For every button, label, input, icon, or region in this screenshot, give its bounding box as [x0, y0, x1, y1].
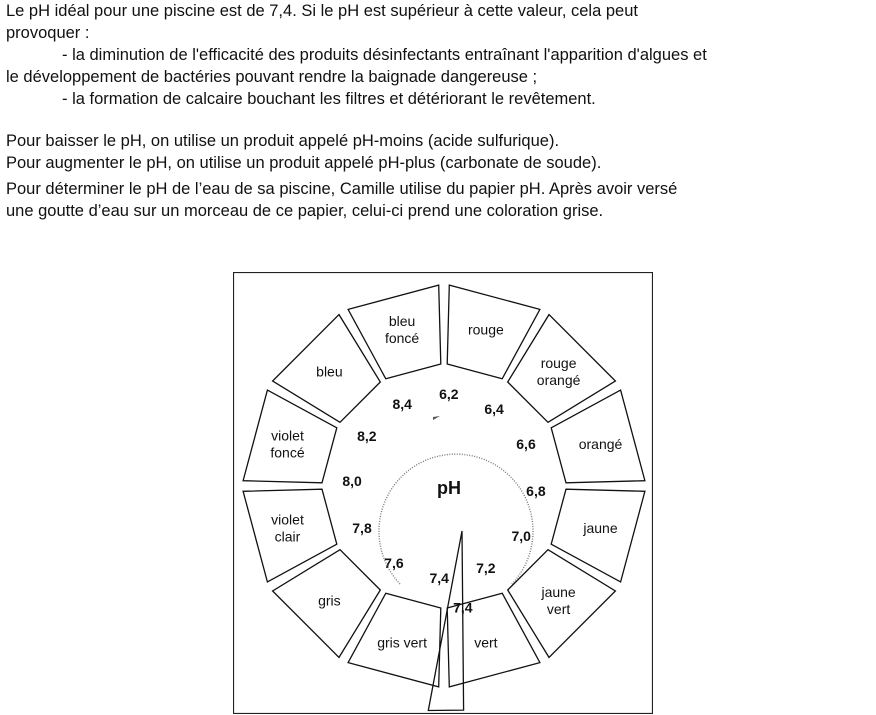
- ph-value-label: 8,0: [342, 473, 362, 490]
- ph-value-label: 7,4: [429, 569, 449, 586]
- bullet-1-line-1: - la diminution de l'efficacité des produits désinfectants entraînant l'apparition d'algues et: [62, 46, 707, 64]
- color-label-jaune-vert: jaune: [541, 584, 576, 601]
- ph-plus-sentence: Pour augmenter le pH, on utilise un produit appelé pH-plus (carbonate de soude).: [6, 154, 602, 172]
- ph-minus-sentence: Pour baisser le pH, on utilise un produit appelé pH-moins (acide sulfurique).: [6, 132, 560, 150]
- color-label-orange: orangé: [578, 436, 623, 453]
- ph-value-label: 7,0: [511, 528, 531, 545]
- intro-line-2: provoquer :: [6, 24, 90, 42]
- ph-value-label: 6,2: [439, 386, 459, 403]
- ph-value-label: 8,2: [357, 427, 377, 444]
- ph-value-label: 6,6: [516, 436, 536, 453]
- ph-value-label: 8,4: [392, 396, 412, 412]
- test-line-2: une goutte d’eau sur un morceau de ce papier, celui-ci prend une coloration grise.: [6, 202, 604, 220]
- color-label-bleu-fonce: foncé: [384, 330, 420, 346]
- color-label-violet-clair: violet: [271, 511, 304, 528]
- bullet-1-line-2: le développement de bactéries pouvant rendre la baignade dangereuse ;: [6, 68, 538, 86]
- color-label-violet-fonce: foncé: [270, 444, 305, 461]
- ph-value-label: 7,8: [352, 519, 372, 536]
- document-text: [6, 0, 872, 222]
- intro-line-1: Le pH idéal pour une piscine est de 7,4. Si le pH est supérieur à cette valeur, cela peut: [6, 2, 638, 20]
- color-label-rouge-orange: orangé: [536, 371, 581, 388]
- ph-color-wheel: [233, 272, 653, 714]
- ph-value-label: 7,6: [384, 555, 404, 572]
- color-label-rouge-orange: rouge: [540, 354, 577, 371]
- test-line-1: Pour déterminer le pH de l’eau de sa piscine, Camille utilise du papier pH. Après avoir versé: [6, 180, 678, 198]
- color-label-gris: gris: [318, 592, 341, 609]
- color-label-gris-vert: gris vert: [377, 634, 427, 651]
- color-label-violet-clair: clair: [274, 528, 301, 545]
- bullet-2: - la formation de calcaire bouchant les filtres et détériorant le revêtement.: [62, 90, 596, 108]
- color-label-violet-fonce: violet: [271, 427, 304, 444]
- color-label-jaune: jaune: [583, 519, 618, 536]
- ph-value-label: 6,8: [526, 482, 546, 499]
- pointer-value: 7,4: [453, 599, 473, 616]
- color-label-rouge: rouge: [467, 321, 504, 338]
- ph-value-label: 7,2: [476, 560, 496, 576]
- ph-value-label: 6,4: [484, 400, 504, 417]
- wheel-center-label: pH: [437, 478, 461, 498]
- color-label-bleu-fonce: bleu: [388, 313, 416, 329]
- color-label-bleu: bleu: [316, 363, 343, 380]
- color-label-vert: vert: [474, 634, 498, 651]
- color-label-jaune-vert: vert: [546, 601, 571, 618]
